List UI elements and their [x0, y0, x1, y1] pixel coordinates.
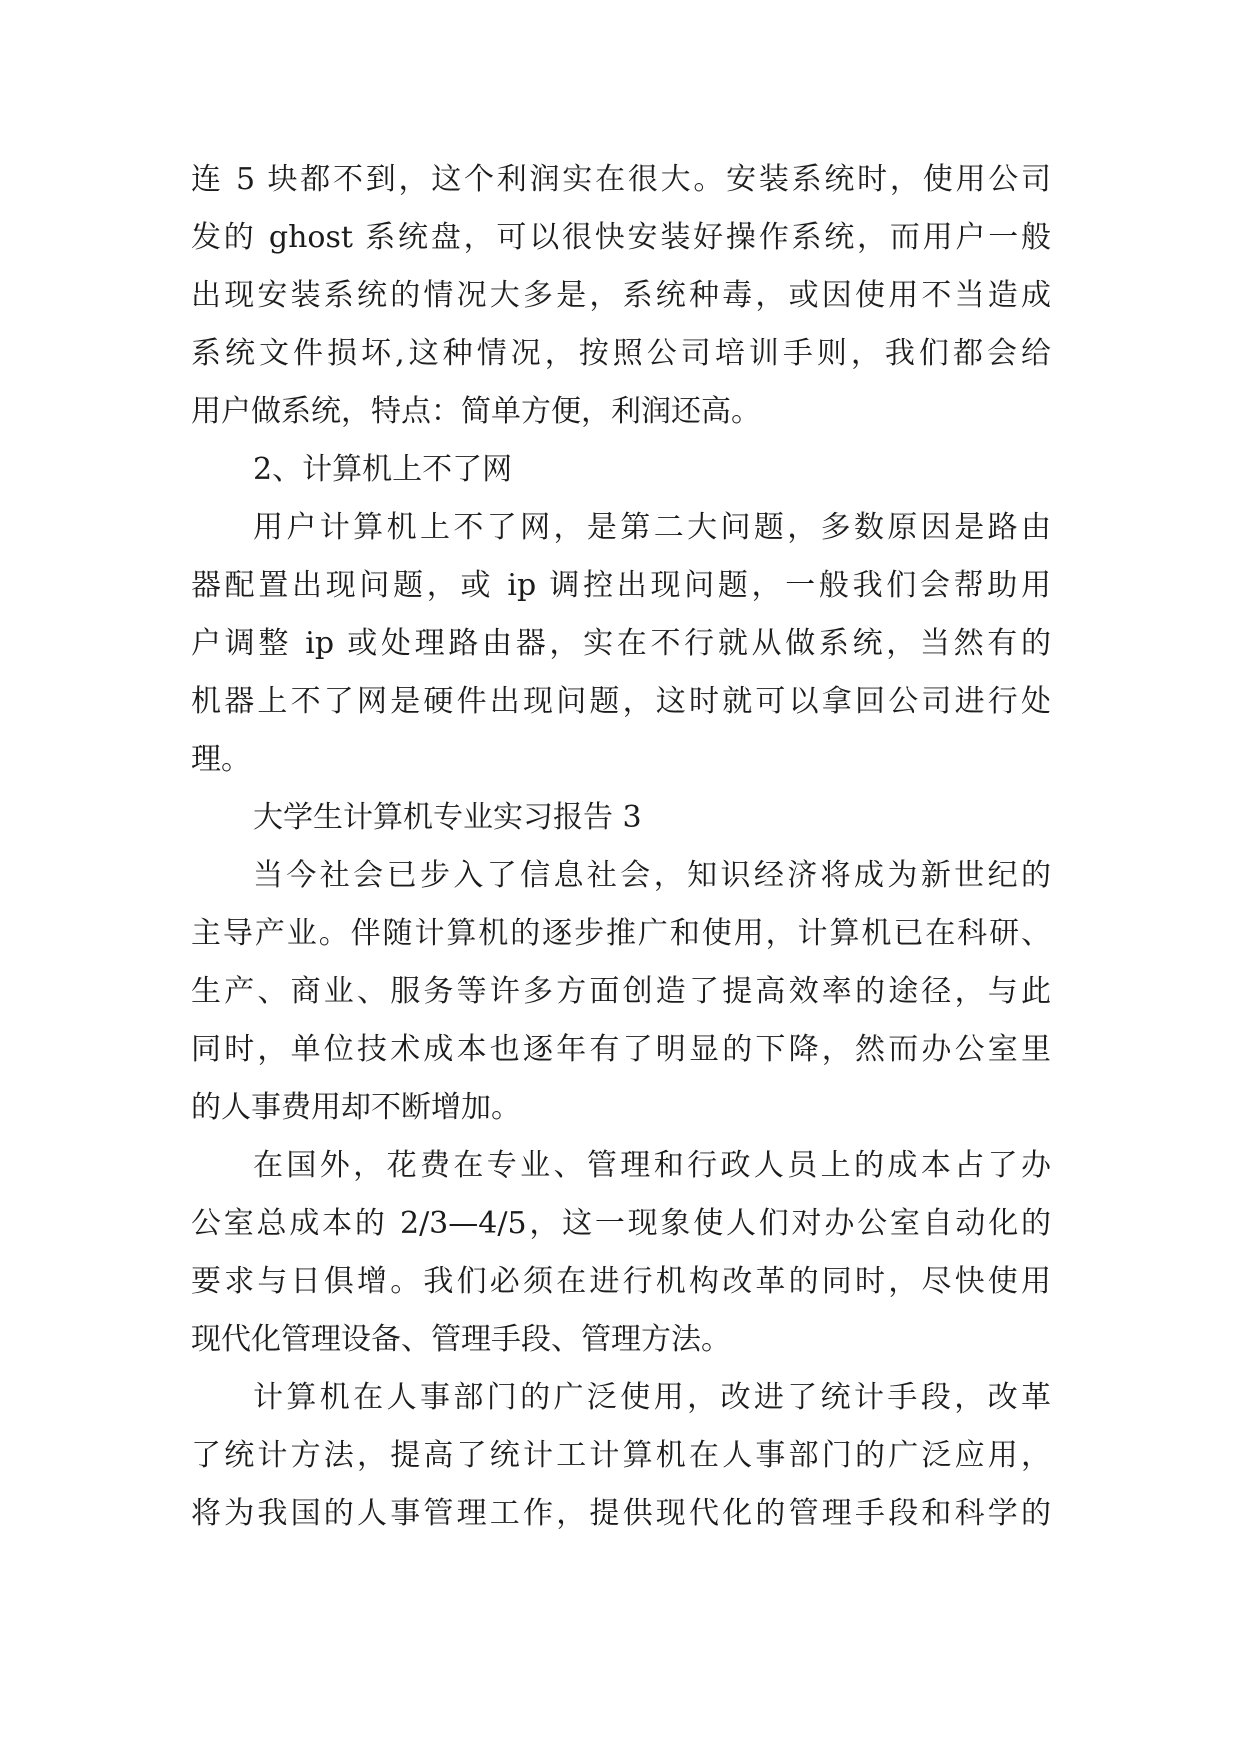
text-line: 出现安装系统的情况大多是，系统种毒，或因使用不当造成 [191, 278, 1051, 313]
text-line: 主导产业。伴随计算机的逐步推广和使用，计算机已在科研、 [191, 916, 1051, 951]
text-line: 连 5 块都不到，这个利润实在很大。安装系统时，使用公司 [191, 162, 1051, 197]
text-line: 户调整 ip 或处理路由器，实在不行就从做系统，当然有的 [191, 626, 1051, 661]
text-line: 公室总成本的 2/3—4/5，这一现象使人们对办公室自动化的 [191, 1206, 1051, 1241]
text-line: 生产、商业、服务等许多方面创造了提高效率的途径，与此 [191, 974, 1051, 1009]
text-line: 同时，单位技术成本也逐年有了明显的下降，然而办公室里 [191, 1032, 1051, 1067]
text-line: 理。 [191, 742, 251, 777]
text-line: 计算机在人事部门的广泛使用，改进了统计手段，改革 [253, 1380, 1051, 1415]
text-line: 用户做系统，特点：简单方便，利润还高。 [191, 394, 761, 429]
text-line: 机器上不了网是硬件出现问题，这时就可以拿回公司进行处 [191, 684, 1051, 719]
text-line: 在国外，花费在专业、管理和行政人员上的成本占了办 [253, 1148, 1051, 1183]
report-title: 大学生计算机专业实习报告 3 [253, 800, 642, 835]
text-line: 将为我国的人事管理工作，提供现代化的管理手段和科学的 [191, 1496, 1051, 1531]
text-line: 器配置出现问题，或 ip 调控出现问题，一般我们会帮助用 [191, 568, 1051, 603]
text-line: 了统计方法，提高了统计工计算机在人事部门的广泛应用， [191, 1438, 1051, 1473]
section-heading: 2、计算机上不了网 [253, 452, 513, 487]
text-line: 当今社会已步入了信息社会，知识经济将成为新世纪的 [253, 858, 1051, 893]
text-line: 发的 ghost 系统盘，可以很快安装好操作系统，而用户一般 [191, 220, 1051, 255]
document-body [191, 151, 1051, 1543]
text-line: 要求与日俱增。我们必须在进行机构改革的同时，尽快使用 [191, 1264, 1051, 1299]
text-line: 的人事费用却不断增加。 [191, 1090, 521, 1125]
text-line: 现代化管理设备、管理手段、管理方法。 [191, 1322, 731, 1357]
text-line: 用户计算机上不了网，是第二大问题，多数原因是路由 [253, 510, 1051, 545]
text-line: 系统文件损坏,这种情况，按照公司培训手则，我们都会给 [191, 336, 1051, 371]
